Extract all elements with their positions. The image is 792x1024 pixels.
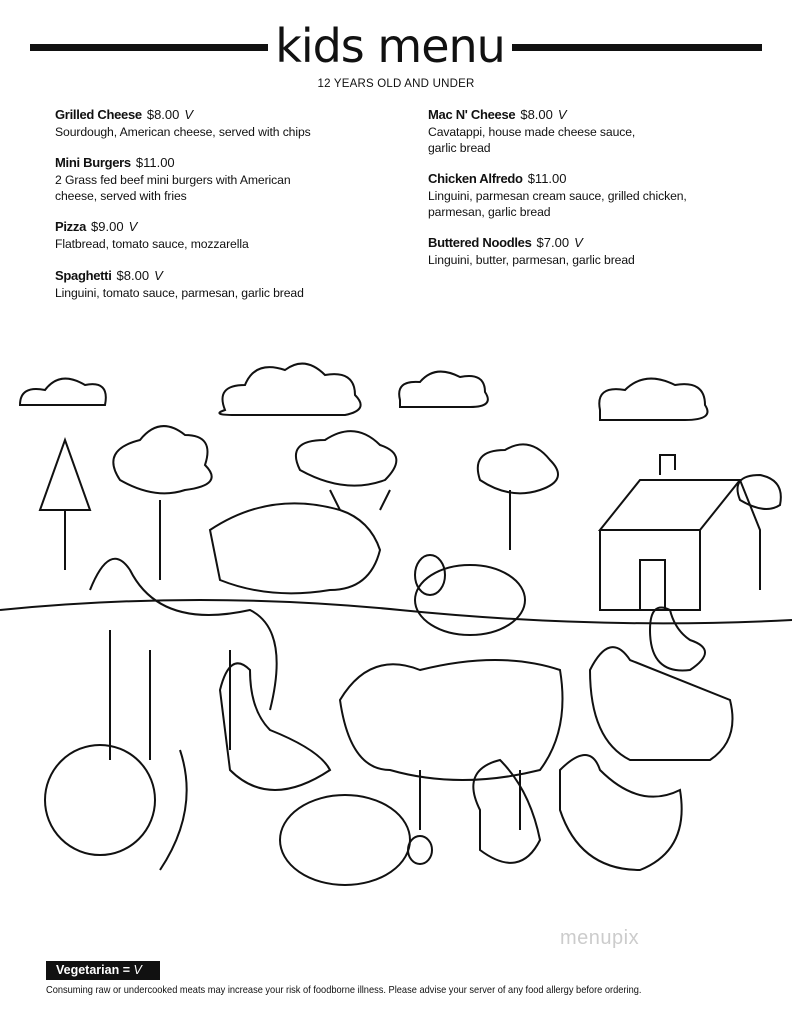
legend-label: Vegetarian = <box>56 963 130 977</box>
menu-item <box>55 106 405 140</box>
item-description: parmesan, garlic bread <box>428 205 551 219</box>
cloud-icon <box>20 364 708 420</box>
item-description: Linguini, butter, parmesan, garlic bread <box>428 253 635 267</box>
title-rule-left <box>30 44 268 51</box>
item-name: Spaghetti <box>55 268 112 283</box>
item-description: Linguini, parmesan cream sauce, grilled chicken, <box>428 189 687 203</box>
menu-item <box>428 106 778 156</box>
item-description: garlic bread <box>428 141 491 155</box>
menu-item <box>55 218 405 252</box>
menu-item <box>428 170 778 220</box>
pig-icon <box>280 795 432 885</box>
item-description: cheese, served with fries <box>55 189 187 203</box>
rooster-icon <box>473 755 681 870</box>
page-subtitle: 12 YEARS OLD AND UNDER <box>317 78 475 90</box>
item-price: $9.00 <box>91 219 124 234</box>
cow-icon <box>210 490 390 593</box>
item-description: Sourdough, American cheese, served with chips <box>55 125 311 139</box>
item-description: Flatbread, tomato sauce, mozzarella <box>55 237 249 251</box>
vegetarian-mark: V <box>574 235 583 250</box>
farm-animals-illustration <box>0 330 792 930</box>
turkey-icon <box>45 745 187 870</box>
vegetarian-mark: V <box>557 107 567 122</box>
item-name: Grilled Cheese <box>55 107 142 122</box>
vegetarian-mark: V <box>154 268 163 283</box>
legend-symbol: V <box>133 963 142 977</box>
menu-item <box>55 154 405 204</box>
item-price: $8.00 <box>520 107 553 122</box>
item-name: Chicken Alfredo <box>428 171 523 186</box>
item-price: $11.00 <box>135 155 175 170</box>
disclaimer: Consuming raw or undercooked meats may increase your risk of foodborne illness. Please advise your server of any food allergy before ordering. <box>46 985 642 996</box>
vegetarian-legend <box>46 961 160 980</box>
item-name: Buttered Noodles <box>428 235 532 250</box>
item-name: Mac N' Cheese <box>428 107 516 122</box>
item-description: Linguini, tomato sauce, parmesan, garlic bread <box>55 286 304 300</box>
item-price: $8.00 <box>116 268 150 283</box>
item-description: Cavatappi, house made cheese sauce, <box>428 125 636 139</box>
menu-item <box>55 267 405 301</box>
vegetarian-mark: V <box>184 107 194 122</box>
tree-icon <box>40 426 781 580</box>
duck-icon <box>650 608 705 671</box>
vegetarian-mark: V <box>128 219 138 234</box>
watermark: menupix <box>560 927 640 949</box>
house-icon <box>600 455 760 610</box>
item-price: $8.00 <box>146 107 180 122</box>
item-price: $7.00 <box>536 235 570 250</box>
item-name: Mini Burgers <box>55 155 131 170</box>
item-name: Pizza <box>55 219 87 234</box>
title-rule-right <box>512 44 762 51</box>
item-price: $11.00 <box>527 171 567 186</box>
menu-item <box>428 234 778 268</box>
page-title: kids menu <box>275 19 505 73</box>
sheep-icon <box>415 555 525 635</box>
item-description: 2 Grass fed beef mini burgers with American <box>55 173 291 187</box>
